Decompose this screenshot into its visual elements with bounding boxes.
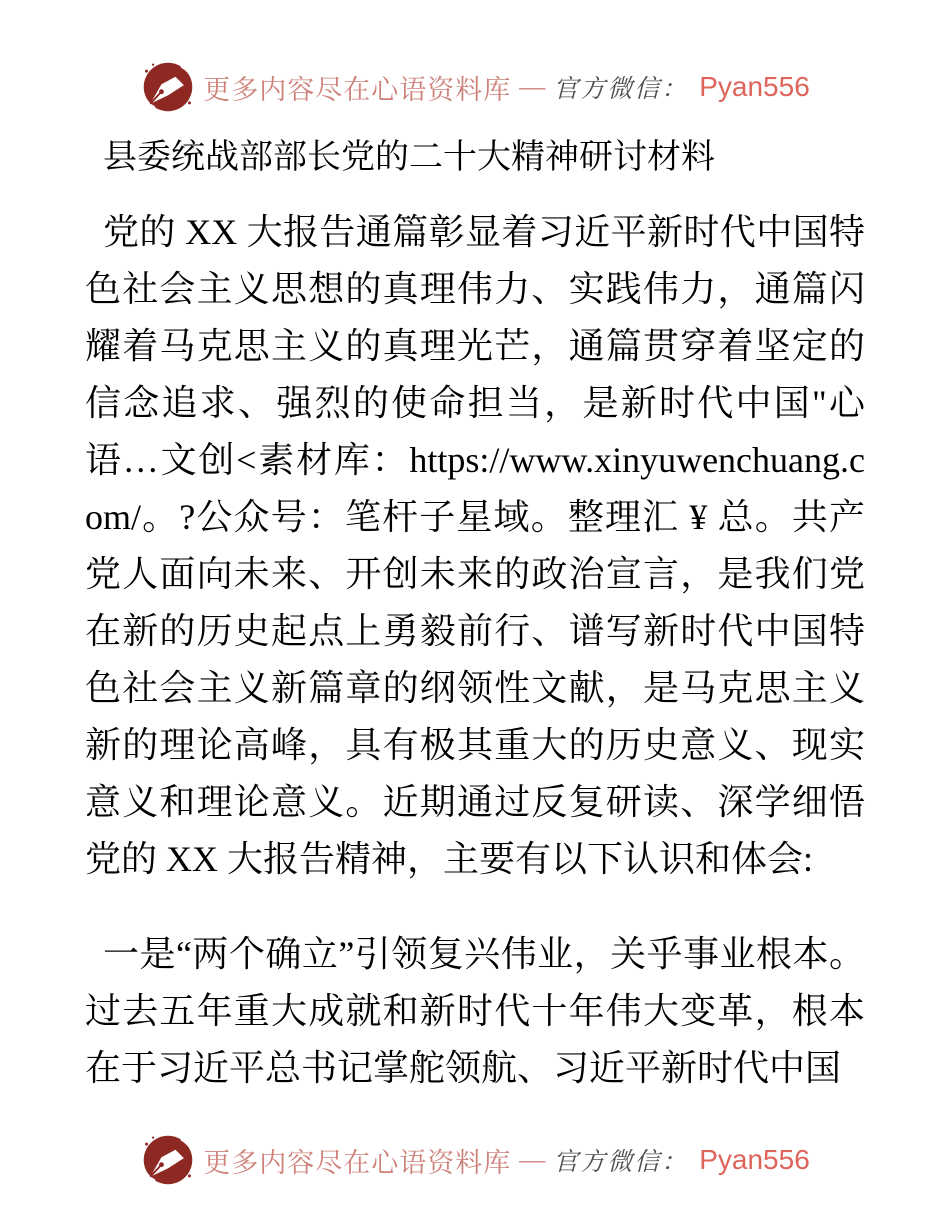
watermark-brand-text: 更多内容尽在心语资料库 xyxy=(203,1147,512,1178)
watermark-wechat-id: Pyan556 xyxy=(699,1144,810,1175)
watermark-brand-text: 更多内容尽在心语资料库 xyxy=(203,74,512,105)
document-body xyxy=(85,130,865,1097)
paragraph: 党的 XX 大报告通篇彰显着习近平新时代中国特色社会主义思想的真理伟力、实践伟力，通篇闪耀着马克思主义的真理光芒，通篇贯穿着坚定的信念追求、强烈的使命担当，是新时代中国"心语…文创<素材库：https://www.xinyuwenchuang.com/。?公众号：笔杆子星域。整理汇 ¥ 总。共产党人面向未来、开创未来的政治宣言，是我们党在新的历史起点上勇毅前行、谱写新时代中国特色社会主义新篇章的纲领性文献，是马克思主义新的理论高峰，具有极其重大的历史意义、现实意义和理论意义。近期通过反复研读、深学细悟党的 XX 大报告精神，主要有以下认识和体会: xyxy=(85,212,865,879)
watermark-wechat-label: 官方微信： xyxy=(553,1149,689,1176)
watermark-separator: — xyxy=(519,1145,546,1174)
header-watermark xyxy=(85,58,865,116)
document-title: 县委统战部部长党的二十大精神研讨材料 xyxy=(103,139,715,176)
watermark-separator: — xyxy=(519,72,546,101)
watermark-wechat-id: Pyan556 xyxy=(699,71,810,102)
footer-watermark xyxy=(85,1131,865,1189)
pen-swirl-logo-icon xyxy=(140,1132,196,1188)
paragraph: 一是“两个确立”引领复兴伟业，关乎事业根本。过去五年重大成就和新时代十年伟大变革，根本在于习近平总书记掌舵领航、习近平新时代中国 xyxy=(85,934,865,1088)
pen-swirl-logo-icon xyxy=(140,59,196,115)
watermark-wechat-label: 官方微信： xyxy=(553,76,689,103)
